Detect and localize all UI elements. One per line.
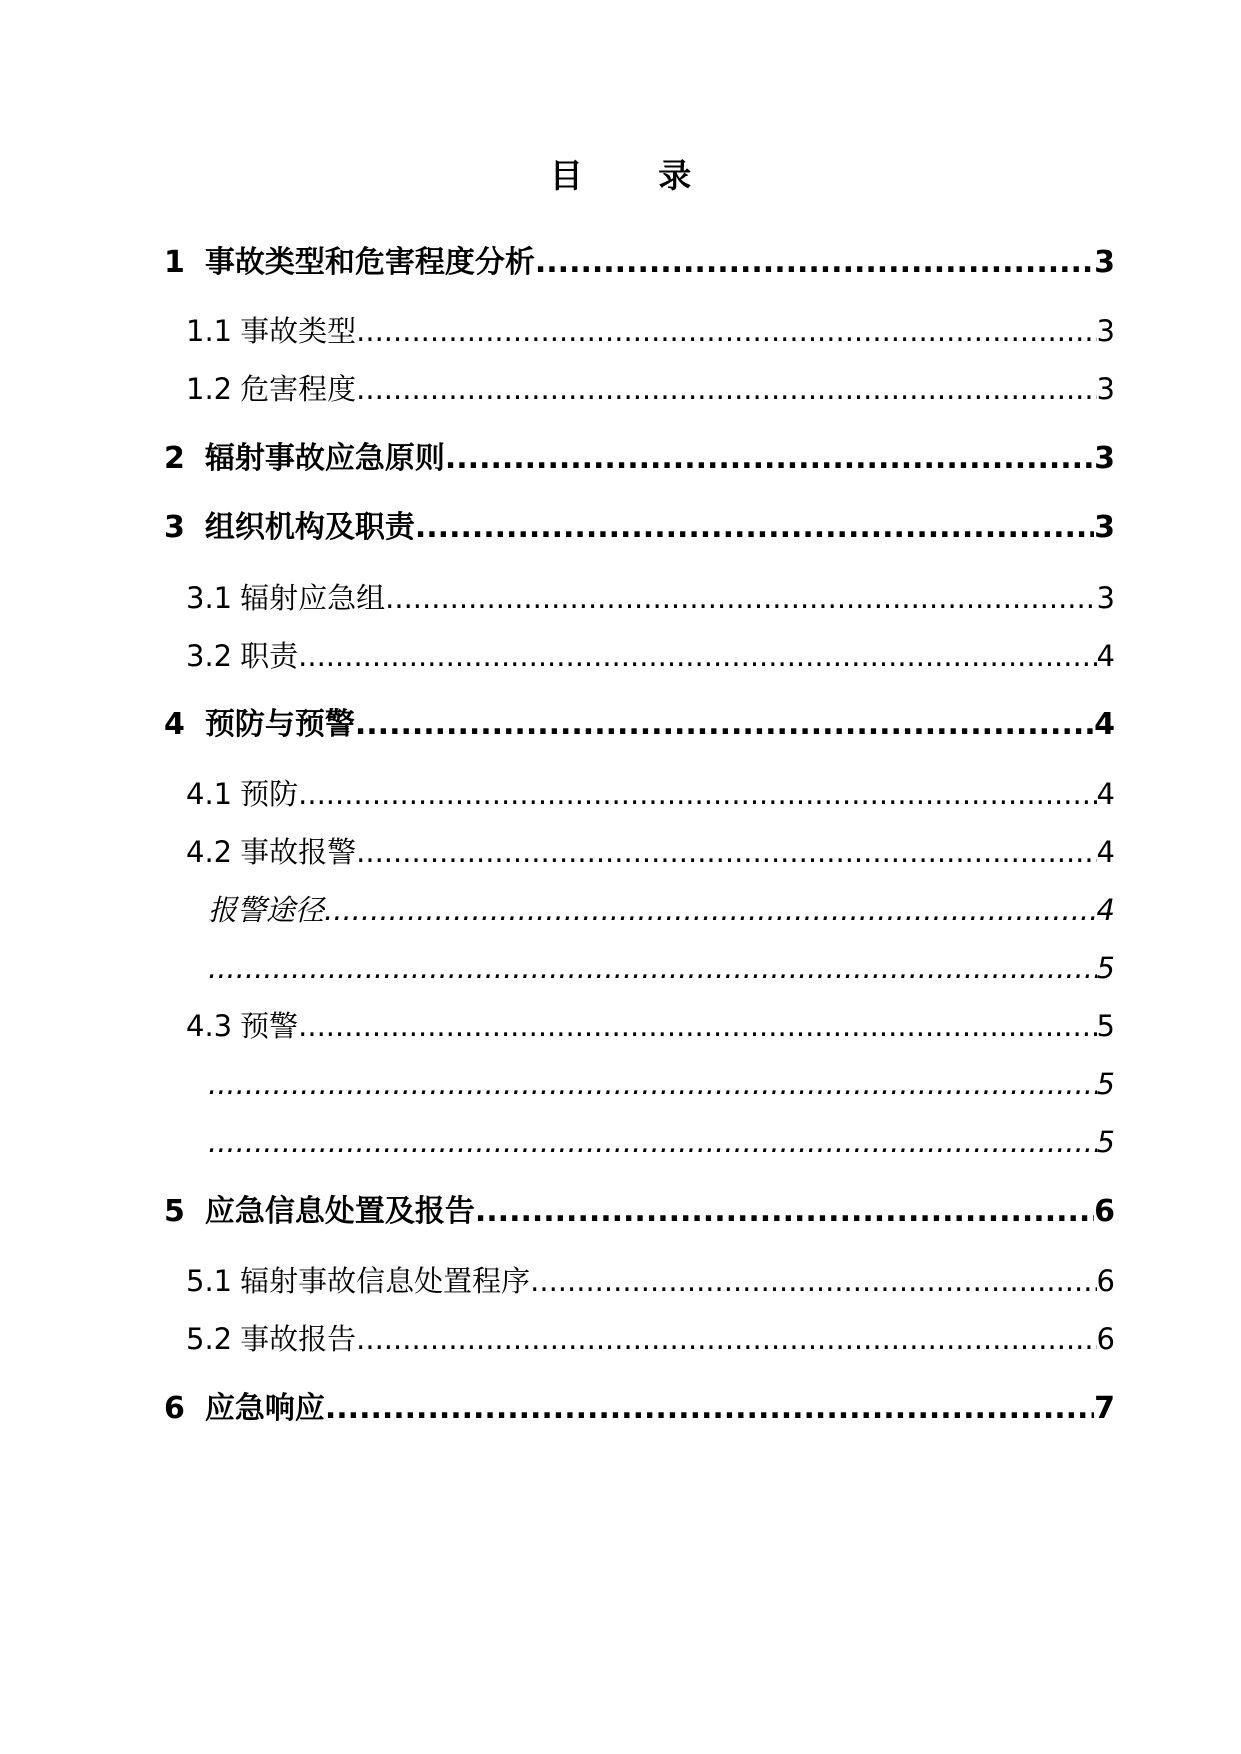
toc-entry-4-2-2[interactable] — [208, 948, 1115, 988]
toc-entry-title: 预防与预警 — [204, 707, 355, 742]
toc-entry-4-2-1[interactable] — [208, 890, 1115, 930]
toc-entry-1-2[interactable] — [186, 369, 1115, 409]
toc-entry-number: 3 — [164, 510, 185, 545]
toc-leader-dots — [356, 832, 1096, 872]
toc-entry-number: 3.2 — [186, 639, 233, 673]
toc-entry-number: 5.1 — [186, 1264, 233, 1298]
toc-entry-title: 事故报告 — [240, 1322, 357, 1356]
toc-entry-number: 6 — [164, 1391, 185, 1426]
toc-entry-1[interactable] — [164, 243, 1115, 283]
toc-entry-number: 5 — [164, 1194, 185, 1229]
toc-entry-title: 预防 — [240, 777, 299, 811]
toc-leader-dots — [530, 1261, 1096, 1301]
toc-entry-5-1[interactable] — [186, 1261, 1115, 1301]
toc-leader-dots — [324, 890, 1097, 930]
toc-entry-title: 组织机构及职责 — [204, 510, 415, 545]
toc-leader-dots — [535, 243, 1094, 283]
toc-entry-number: 5.2 — [186, 1322, 233, 1356]
toc-leader-dots — [355, 705, 1094, 745]
toc-leader-dots — [356, 1319, 1096, 1359]
toc-entry-title: 危害程度 — [240, 372, 357, 406]
toc-entry-4-2[interactable] — [186, 832, 1115, 872]
toc-entry-2[interactable] — [164, 439, 1115, 479]
toc-entry-page: 4 — [1096, 893, 1115, 927]
toc-leader-dots — [298, 774, 1096, 814]
toc-leader-dots — [445, 439, 1094, 479]
toc-entry-number: 1 — [164, 245, 185, 280]
toc-entry-title: 辐射应急组 — [240, 581, 386, 615]
toc-entry-4-3-2[interactable] — [208, 1122, 1115, 1162]
toc-entry-3-2[interactable] — [186, 636, 1115, 676]
toc-entry-page: 4 — [1096, 639, 1115, 673]
toc-entry-title: 事故类型 — [240, 314, 357, 348]
toc-leader-dots — [415, 508, 1094, 548]
toc-entry-page: 5 — [1096, 1067, 1115, 1101]
toc-entry-page: 3 — [1096, 314, 1115, 348]
toc-entry-5[interactable] — [164, 1192, 1115, 1232]
toc-leader-dots — [475, 1192, 1094, 1232]
toc-entry-page: 5 — [1096, 1125, 1115, 1159]
page-title: 目 录 — [549, 156, 724, 195]
toc-entry-title: 预警 — [240, 1009, 299, 1043]
toc-entry-number: 2 — [164, 441, 185, 476]
toc-entry-page: 7 — [1094, 1391, 1115, 1426]
toc-leader-dots — [208, 948, 1097, 988]
toc-entry-page: 5 — [1096, 1009, 1115, 1043]
toc-leader-dots — [298, 636, 1096, 676]
toc-entry-title: 应急信息处置及报告 — [204, 1194, 475, 1229]
toc-entry-title: 辐射事故信息处置程序 — [240, 1264, 531, 1298]
toc-leader-dots — [325, 1389, 1094, 1429]
toc-entry-page: 3 — [1096, 581, 1115, 615]
toc-entry-title: 辐射事故应急原则 — [204, 441, 445, 476]
toc-entry-1-1[interactable] — [186, 311, 1115, 351]
toc-entry-4[interactable] — [164, 705, 1115, 745]
toc-entry-number: 1.1 — [186, 314, 233, 348]
toc-leader-dots — [385, 578, 1096, 618]
toc-entry-page: 4 — [1094, 707, 1115, 742]
toc-entry-page: 5 — [1096, 951, 1115, 985]
toc-entry-number: 4.2 — [186, 835, 233, 869]
toc-leader-dots — [208, 1122, 1097, 1162]
toc-entry-number: 4.1 — [186, 777, 233, 811]
toc-entry-title: 报警途径 — [208, 893, 325, 927]
toc-entry-title: 职责 — [240, 639, 299, 673]
toc-entry-3-1[interactable] — [186, 578, 1115, 618]
toc-entry-4-3-1[interactable] — [208, 1064, 1115, 1104]
toc-entry-page: 6 — [1094, 1194, 1115, 1229]
toc-entry-4-1[interactable] — [186, 774, 1115, 814]
toc-leader-dots — [298, 1006, 1096, 1046]
toc-entry-6[interactable] — [164, 1389, 1115, 1429]
toc-leader-dots — [208, 1064, 1097, 1104]
toc-entry-number: 4.3 — [186, 1009, 233, 1043]
toc-entry-number: 1.2 — [186, 372, 233, 406]
toc-entry-page: 3 — [1096, 372, 1115, 406]
toc-leader-dots — [356, 311, 1096, 351]
toc-entry-page: 4 — [1096, 777, 1115, 811]
toc-entry-number: 3.1 — [186, 581, 233, 615]
toc-entry-number: 4 — [164, 707, 185, 742]
toc-entry-4-3[interactable] — [186, 1006, 1115, 1046]
toc-entry-5-2[interactable] — [186, 1319, 1115, 1359]
toc-entry-title: 应急响应 — [204, 1391, 325, 1426]
toc-entry-page: 3 — [1094, 510, 1115, 545]
toc-entry-page: 4 — [1096, 835, 1115, 869]
toc-leader-dots — [356, 369, 1096, 409]
toc-entry-page: 3 — [1094, 245, 1115, 280]
toc-entry-page: 6 — [1096, 1322, 1115, 1356]
toc-entry-page: 6 — [1096, 1264, 1115, 1298]
toc-entry-title: 事故报警 — [240, 835, 357, 869]
toc-entry-page: 3 — [1094, 441, 1115, 476]
toc-entry-3[interactable] — [164, 508, 1115, 548]
toc-entry-title: 事故类型和危害程度分析 — [204, 245, 535, 280]
